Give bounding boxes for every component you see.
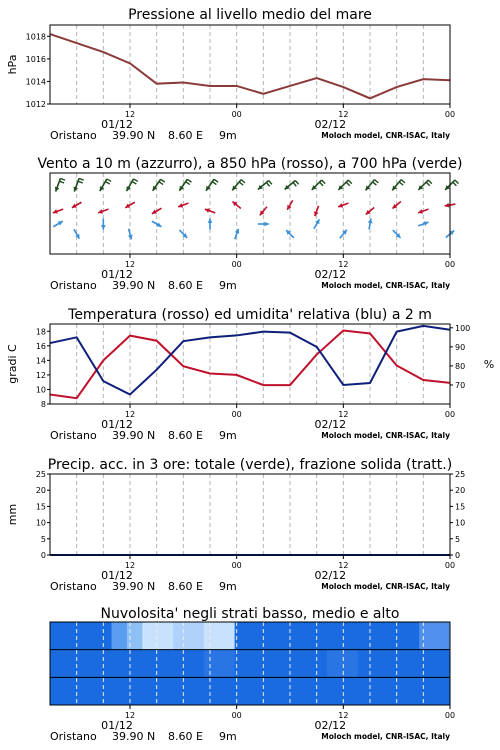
cloud-cell (265, 677, 281, 705)
cloud-cell (404, 650, 420, 678)
cloud-cell (327, 677, 343, 705)
y-axis-label-right: % (483, 358, 495, 371)
cloud-cell (312, 650, 328, 678)
y-tick-label: 14 (35, 356, 46, 366)
y-tick-label: 8 (40, 400, 46, 409)
cloud-cell (158, 677, 174, 705)
station-lon: 8.60 E (168, 580, 203, 593)
wind-barb (314, 206, 319, 216)
time-tick-label: 00 (444, 561, 456, 570)
cloud-cell (265, 622, 281, 650)
barb-feather (78, 181, 83, 183)
barb-feather (132, 182, 136, 185)
y-tick-label: 80 (455, 361, 466, 371)
cloud-cell (281, 677, 297, 705)
time-tick-label: 00 (231, 711, 242, 720)
wind-barb (55, 178, 65, 191)
cloud-cell (296, 622, 312, 650)
wind-barb (100, 179, 111, 191)
humidity-line (50, 326, 450, 395)
y-tick-label: 90 (455, 342, 466, 352)
time-tick-label: 00 (444, 110, 456, 119)
station-lon: 8.60 E (168, 129, 203, 142)
date-label: 02/12 (314, 569, 347, 582)
time-tick-label: 12 (338, 260, 349, 269)
cloud-cell (419, 622, 435, 650)
station-elevation: 9m (219, 580, 237, 593)
y-tick-label: 20 (35, 486, 46, 496)
barb-feather (399, 182, 403, 185)
y-axis-right (450, 324, 470, 390)
cloud-cell (265, 650, 281, 678)
pressure-line (50, 34, 450, 98)
barb-feather (241, 180, 245, 183)
y-tick-label: 10 (455, 518, 466, 528)
cloud-cell (342, 622, 358, 650)
cloud-cell (65, 677, 81, 705)
station-name: Oristano (50, 129, 97, 142)
station-elevation: 9m (219, 730, 237, 743)
barb-feather (134, 179, 138, 182)
model-credit: Moloch model, CNR-ISAC, Italy (321, 582, 450, 591)
date-label: 02/12 (314, 418, 347, 431)
wind-barb (418, 180, 431, 190)
date-label: 01/12 (101, 118, 133, 131)
y-tick-label: 10 (35, 518, 46, 528)
time-tick-label: 00 (444, 711, 456, 720)
barb-feather (453, 182, 457, 186)
wind-barb (258, 181, 272, 190)
station-lat: 39.90 N (112, 580, 156, 593)
barb-head (264, 222, 268, 227)
y-axis-left (36, 327, 50, 409)
cloud-cell (219, 622, 235, 650)
cloud-cell (204, 677, 220, 705)
barb-feather (319, 182, 323, 186)
barb-feather (374, 180, 378, 183)
barb-feather (161, 179, 165, 182)
station-elevation: 9m (219, 429, 237, 442)
chart-title: Pressione al livello medio del mare (128, 7, 372, 23)
wind-level-0 (53, 219, 454, 240)
station-elevation: 9m (219, 279, 237, 292)
plot-frame (77, 25, 424, 104)
cloud-cell (96, 622, 112, 650)
cloud-cell (65, 650, 81, 678)
y-axis-label: mm (6, 503, 19, 526)
chart-title: Vento a 10 m (azzurro), a 850 hPa (rosso), a 700 hPa (verde) (37, 156, 463, 172)
station-lat: 39.90 N (112, 129, 156, 142)
wind-barb (312, 180, 325, 190)
cloud-cell (142, 650, 158, 678)
wind-barb (208, 219, 213, 230)
cloud-cell (158, 650, 174, 678)
wind-barb (232, 180, 245, 191)
y-tick-label: 10 (35, 385, 46, 395)
time-tick-label: 12 (338, 561, 349, 570)
date-label: 02/12 (314, 268, 347, 281)
wind-barb (153, 179, 165, 190)
cloud-cell (419, 650, 435, 678)
barb-feather (105, 182, 109, 185)
cloud-cell (50, 650, 66, 678)
wind-barb (366, 180, 379, 191)
barb-head (208, 219, 213, 223)
station-lon: 8.60 E (168, 429, 203, 442)
y-tick-label: 1018 (25, 32, 46, 42)
y-tick-label: 5 (455, 534, 461, 544)
cloud-cell (112, 677, 128, 705)
plot-frame (77, 173, 424, 254)
barb-feather (348, 180, 352, 184)
barb-feather (269, 181, 272, 185)
y-axis-right (450, 470, 465, 560)
y-tick-label: 15 (35, 502, 46, 512)
cloud-cell (358, 677, 374, 705)
barb-feather (295, 181, 298, 185)
time-tick-label: 12 (124, 110, 136, 119)
barb-feather (59, 181, 64, 183)
cloud-cell (81, 622, 97, 650)
wind-barb (53, 209, 63, 214)
station-name: Oristano (50, 279, 97, 292)
y-tick-label: 0 (455, 551, 461, 560)
wind-barb (127, 179, 138, 191)
time-tick-label: 12 (338, 410, 349, 419)
station-name: Oristano (50, 580, 97, 593)
time-tick-label: 00 (444, 260, 456, 269)
cloud-cell (204, 650, 220, 678)
wind-level-2 (55, 178, 459, 191)
cloud-cell (358, 622, 374, 650)
y-tick-label: 100 (455, 323, 471, 333)
barb-feather (428, 180, 432, 184)
y-tick-label: 18 (35, 327, 46, 337)
time-tick-label: 00 (231, 260, 242, 269)
wind-level-1 (53, 200, 456, 216)
cloud-cell (127, 650, 143, 678)
barb-feather (266, 182, 269, 186)
time-tick-label: 00 (231, 110, 242, 119)
chart-title: Precip. acc. in 3 ore: totale (verde), frazione solida (tratt.) (47, 457, 453, 473)
cloud-cell (65, 622, 81, 650)
barb-feather (239, 182, 243, 185)
station-lon: 8.60 E (168, 279, 203, 292)
cloud-cell (312, 622, 328, 650)
y-tick-label: 1012 (25, 100, 46, 109)
y-tick-label: 70 (455, 380, 466, 390)
wind-barb (101, 219, 106, 230)
y-tick-label: 25 (455, 470, 466, 479)
barb-feather (426, 182, 430, 186)
wind-barb (179, 179, 191, 190)
y-axis-left (26, 32, 50, 109)
cloud-cell (173, 650, 189, 678)
wind-barb (53, 221, 63, 227)
date-label: 02/12 (314, 118, 347, 131)
cloud-heatmap (50, 622, 451, 705)
wind-barb (392, 180, 405, 191)
station-lat: 39.90 N (112, 279, 156, 292)
temperature-line (50, 331, 450, 399)
chart-title: Temperatura (rosso) ed umidita' relativa (blu) a 2 m (68, 307, 432, 323)
cloud-cell (81, 677, 97, 705)
y-tick-label: 15 (455, 502, 466, 512)
cloud-cell (342, 677, 358, 705)
date-label: 01/12 (101, 719, 133, 732)
time-tick-label: 12 (124, 410, 136, 419)
barb-feather (107, 179, 111, 182)
y-tick-label: 12 (35, 370, 46, 380)
cloud-cell (435, 650, 451, 678)
barb-feather (455, 180, 459, 184)
cloud-cell (404, 622, 420, 650)
cloud-cell (188, 622, 204, 650)
cloud-cell (327, 622, 343, 650)
time-tick-label: 00 (231, 561, 242, 570)
cloud-cell (373, 677, 389, 705)
cloud-cell (219, 677, 235, 705)
barb-feather (214, 179, 218, 182)
y-tick-label: 25 (35, 470, 46, 479)
cloud-cell (112, 622, 128, 650)
time-tick-label: 12 (124, 711, 136, 720)
date-label: 01/12 (101, 268, 133, 281)
cloud-cell (173, 677, 189, 705)
time-tick-label: 00 (231, 410, 242, 419)
barb-feather (322, 180, 326, 184)
wind-barb (445, 180, 458, 190)
time-tick-label: 12 (338, 711, 349, 720)
y-tick-label: 1014 (25, 77, 46, 87)
barb-head (101, 225, 106, 229)
plot-frame (77, 474, 424, 555)
y-axis-label: gradi C (6, 344, 19, 384)
date-label: 02/12 (314, 719, 347, 732)
wind-barb (285, 181, 299, 190)
cloud-cell (188, 650, 204, 678)
cloud-cell (50, 622, 66, 650)
cloud-cell (281, 622, 297, 650)
cloud-cell (296, 677, 312, 705)
barb-feather (60, 178, 65, 180)
date-label: 01/12 (101, 418, 133, 431)
time-axis (50, 705, 455, 743)
cloud-cell (204, 622, 220, 650)
cloud-cell (96, 650, 112, 678)
wind-barb (368, 219, 373, 230)
station-elevation: 9m (219, 129, 237, 142)
time-axis (50, 254, 455, 292)
chart-title: Nuvolosita' negli strati basso, medio e alto (100, 606, 400, 622)
cloud-cell (127, 677, 143, 705)
cloud-cell (373, 650, 389, 678)
cloud-cell (281, 650, 297, 678)
cloud-cell (419, 677, 435, 705)
model-credit: Moloch model, CNR-ISAC, Italy (321, 131, 450, 140)
barb-feather (212, 182, 216, 185)
cloud-cell (158, 622, 174, 650)
y-tick-label: 20 (455, 486, 466, 496)
station-lat: 39.90 N (112, 730, 156, 743)
cloud-cell (50, 677, 66, 705)
cloud-cell (112, 650, 128, 678)
y-tick-label: 16 (35, 341, 46, 351)
cloud-cell (96, 677, 112, 705)
y-tick-label: 1016 (25, 54, 46, 64)
wind-barb (338, 180, 351, 190)
time-axis (50, 555, 455, 593)
barb-feather (293, 182, 296, 186)
cloud-cell (327, 650, 343, 678)
barb-feather (346, 182, 350, 186)
station-lat: 39.90 N (112, 429, 156, 442)
plot-border (50, 324, 450, 404)
y-axis-label: hPa (6, 54, 19, 75)
model-credit: Moloch model, CNR-ISAC, Italy (321, 431, 450, 440)
time-axis (50, 404, 455, 442)
cloud-cell (358, 650, 374, 678)
cloud-cell (173, 622, 189, 650)
cloud-cell (127, 622, 143, 650)
barb-feather (187, 179, 191, 182)
y-tick-label: 5 (40, 534, 46, 544)
cloud-cell (296, 650, 312, 678)
wind-barb (232, 201, 240, 208)
station-name: Oristano (50, 730, 97, 743)
cloud-cell (188, 677, 204, 705)
cloud-cell (142, 622, 158, 650)
barb-feather (159, 182, 163, 185)
cloud-cell (81, 650, 97, 678)
plot-border (50, 173, 450, 254)
model-credit: Moloch model, CNR-ISAC, Italy (321, 732, 450, 741)
barb-feather (186, 182, 190, 185)
barb-feather (373, 182, 377, 185)
cloud-cell (312, 677, 328, 705)
cloud-cell (142, 677, 158, 705)
cloud-cell (373, 622, 389, 650)
y-axis-left (36, 470, 50, 560)
cloud-cell (342, 650, 358, 678)
wind-barb (314, 219, 320, 229)
time-axis (50, 104, 455, 142)
time-tick-label: 00 (444, 410, 456, 419)
model-credit: Moloch model, CNR-ISAC, Italy (321, 281, 450, 290)
barb-feather (401, 180, 405, 183)
wind-barb (74, 178, 84, 191)
station-lon: 8.60 E (168, 730, 203, 743)
cloud-cell (435, 677, 451, 705)
time-tick-label: 12 (124, 561, 136, 570)
time-tick-label: 12 (338, 110, 349, 119)
station-name: Oristano (50, 429, 97, 442)
time-tick-label: 12 (124, 260, 136, 269)
cloud-cell (219, 650, 235, 678)
date-label: 01/12 (101, 569, 133, 582)
wind-barb (206, 179, 218, 190)
y-tick-label: 0 (40, 551, 46, 560)
plot-border (50, 474, 450, 555)
barb-feather (79, 178, 84, 180)
plot-border (50, 25, 450, 104)
cloud-cell (404, 677, 420, 705)
cloud-cell (435, 622, 451, 650)
